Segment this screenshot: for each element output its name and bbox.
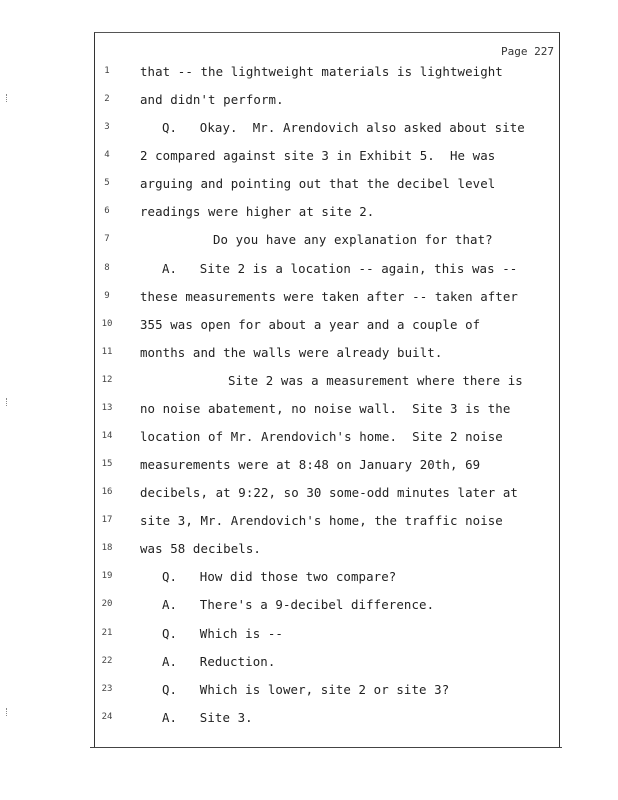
transcript-line: [0, 592, 618, 620]
transcript-line: [0, 143, 618, 171]
transcript-line: [0, 340, 618, 368]
transcript-line: [0, 452, 618, 480]
line-number: 18: [101, 543, 113, 554]
line-number: 14: [101, 431, 113, 442]
line-text: Q. Which is lower, site 2 or site 3?: [162, 681, 450, 697]
line-number: 15: [101, 459, 113, 470]
line-number: 21: [101, 627, 113, 638]
transcript-line: [0, 256, 618, 284]
line-text: arguing and pointing out that the decibel level: [140, 176, 496, 192]
line-text: and didn't perform.: [140, 92, 284, 108]
line-text: 2 compared against site 3 in Exhibit 5. He was: [140, 148, 496, 164]
line-number: 2: [104, 94, 110, 105]
line-number: 17: [101, 515, 113, 526]
line-number: 4: [104, 150, 110, 161]
line-text: Do you have any explanation for that?: [213, 232, 493, 248]
transcript-line: [0, 621, 618, 649]
transcript-line: [0, 705, 618, 733]
line-number: 8: [104, 262, 110, 273]
transcript-line: [0, 312, 618, 340]
transcript-line: [0, 677, 618, 705]
transcript-line: [0, 115, 618, 143]
line-number: 1: [104, 66, 110, 76]
line-number: 19: [101, 571, 113, 582]
line-number: 20: [101, 599, 113, 610]
line-number: 7: [104, 234, 110, 245]
line-text: months and the walls were already built.: [140, 344, 443, 360]
line-text: that -- the lightweight materials is lightweight: [140, 64, 503, 79]
transcript-line: [0, 396, 618, 424]
line-text: A. There's a 9-decibel difference.: [162, 597, 435, 613]
transcript-line: [0, 649, 618, 677]
line-number: 9: [104, 290, 110, 301]
transcript-lines: [0, 59, 618, 733]
transcript-line: [0, 87, 618, 115]
line-text: location of Mr. Arendovich's home. Site 2 noise: [140, 429, 503, 445]
line-text: measurements were at 8:48 on January 20th, 69: [140, 457, 481, 473]
line-text: Site 2 was a measurement where there is: [228, 372, 523, 388]
line-text: decibels, at 9:22, so 30 some-odd minutes later at: [140, 485, 518, 501]
line-text: Q. How did those two compare?: [162, 569, 397, 585]
transcript-line: [0, 199, 618, 227]
line-number: 23: [101, 683, 113, 694]
line-text: site 3, Mr. Arendovich's home, the traffic noise: [140, 513, 503, 529]
transcript-line: [0, 480, 618, 508]
line-text: readings were higher at site 2.: [140, 204, 375, 220]
page-bottom-rule: [90, 747, 562, 748]
line-text: A. Site 3.: [162, 709, 253, 725]
transcript-line: [0, 424, 618, 452]
transcript-line: [0, 368, 618, 396]
line-text: was 58 decibels.: [140, 541, 261, 557]
line-number: 16: [101, 487, 113, 498]
line-number: 22: [101, 655, 113, 666]
line-text: Q. Which is --: [162, 625, 283, 641]
line-number: 11: [101, 346, 113, 357]
page-number: Page 227: [501, 45, 554, 58]
line-number: 5: [104, 178, 110, 189]
line-text: these measurements were taken after -- taken after: [140, 288, 518, 304]
line-number: 3: [104, 122, 110, 133]
line-number: 13: [101, 402, 113, 413]
line-text: Q. Okay. Mr. Arendovich also asked about site: [162, 120, 525, 136]
transcript-line: [0, 227, 618, 255]
line-number: 24: [101, 711, 113, 722]
transcript-line: [0, 171, 618, 199]
transcript-line: [0, 536, 618, 564]
line-text: A. Reduction.: [162, 653, 276, 669]
line-number: 6: [104, 206, 110, 217]
line-number: 12: [101, 374, 113, 385]
transcript-line: [0, 59, 618, 87]
line-text: no noise abatement, no noise wall. Site 3 is the: [140, 400, 511, 416]
transcript-line: [0, 284, 618, 312]
transcript-line: [0, 564, 618, 592]
line-text: A. Site 2 is a location -- again, this was --: [162, 260, 518, 276]
line-text: 355 was open for about a year and a couple of: [140, 316, 481, 332]
line-number: 10: [101, 318, 113, 329]
transcript-line: [0, 508, 618, 536]
